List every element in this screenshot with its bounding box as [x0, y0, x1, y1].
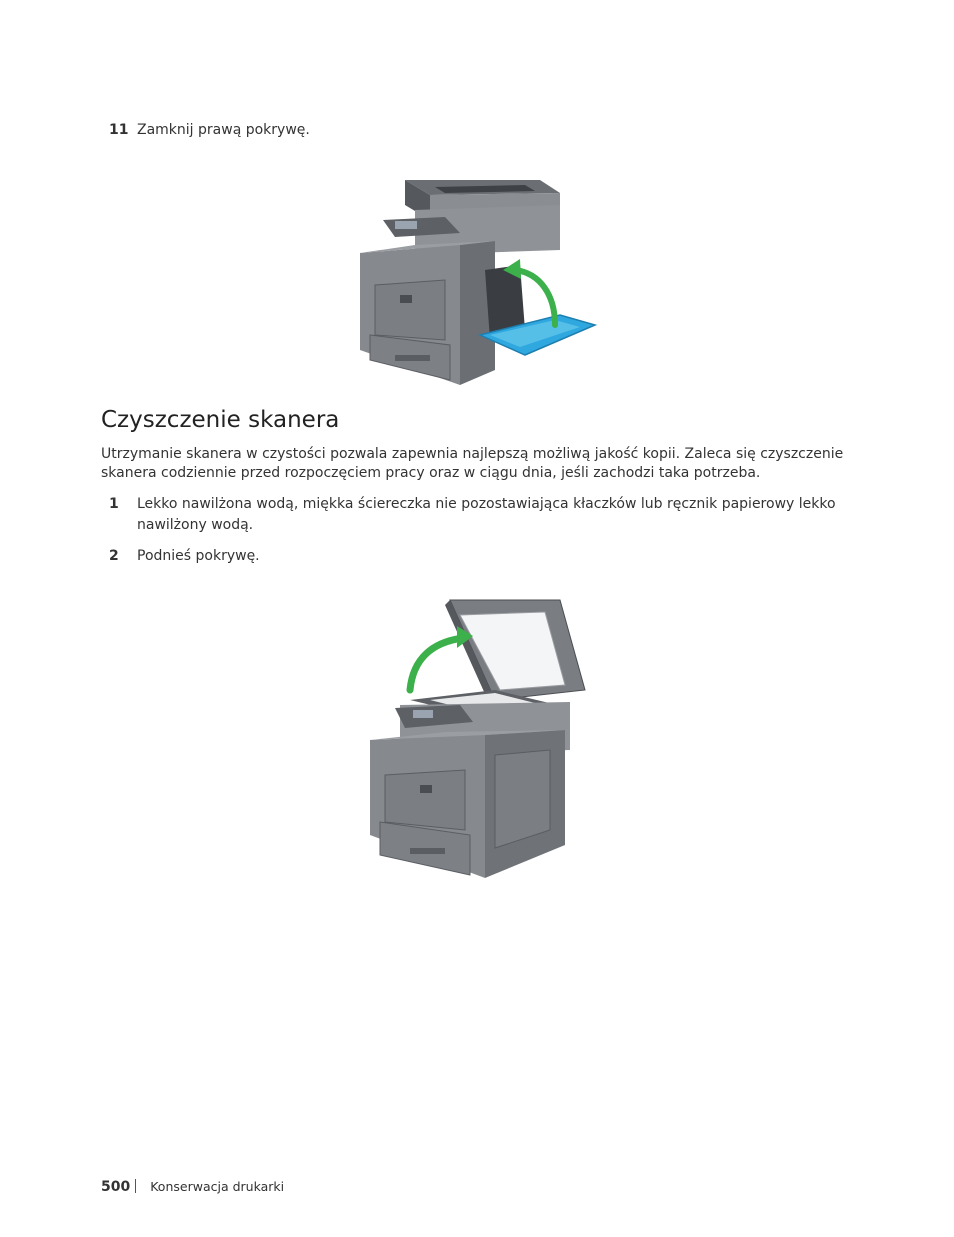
step-text: Podnieś pokrywę.	[137, 548, 260, 564]
step-number: 1	[109, 496, 119, 512]
step-text: Zamknij prawą pokrywę.	[137, 122, 310, 138]
figure-close-right-cover	[355, 175, 600, 390]
step-number: 2	[109, 548, 119, 564]
figure-raise-cover	[365, 590, 590, 880]
chapter-name: Konserwacja drukarki	[150, 1179, 285, 1194]
section-intro: Utrzymanie skanera w czystości pozwala zapewnia najlepszą możliwą jakość kopii. Zaleca się czyszczenie skanera codziennie przed rozpoczęciem pracy oraz w ciągu dnia, jeśli zachodzi taka potrzeba.	[101, 446, 844, 481]
step-text: Lekko nawilżona wodą, miękka ściereczka nie pozostawiająca kłaczków lub ręcznik papierowy lekko nawilżony wodą.	[137, 496, 836, 533]
section-title: Czyszczenie skanera	[101, 407, 340, 433]
step-number: 11	[109, 122, 129, 138]
footer-separator	[135, 1179, 136, 1193]
page-number: 500	[101, 1179, 131, 1195]
page-footer	[101, 1179, 284, 1195]
